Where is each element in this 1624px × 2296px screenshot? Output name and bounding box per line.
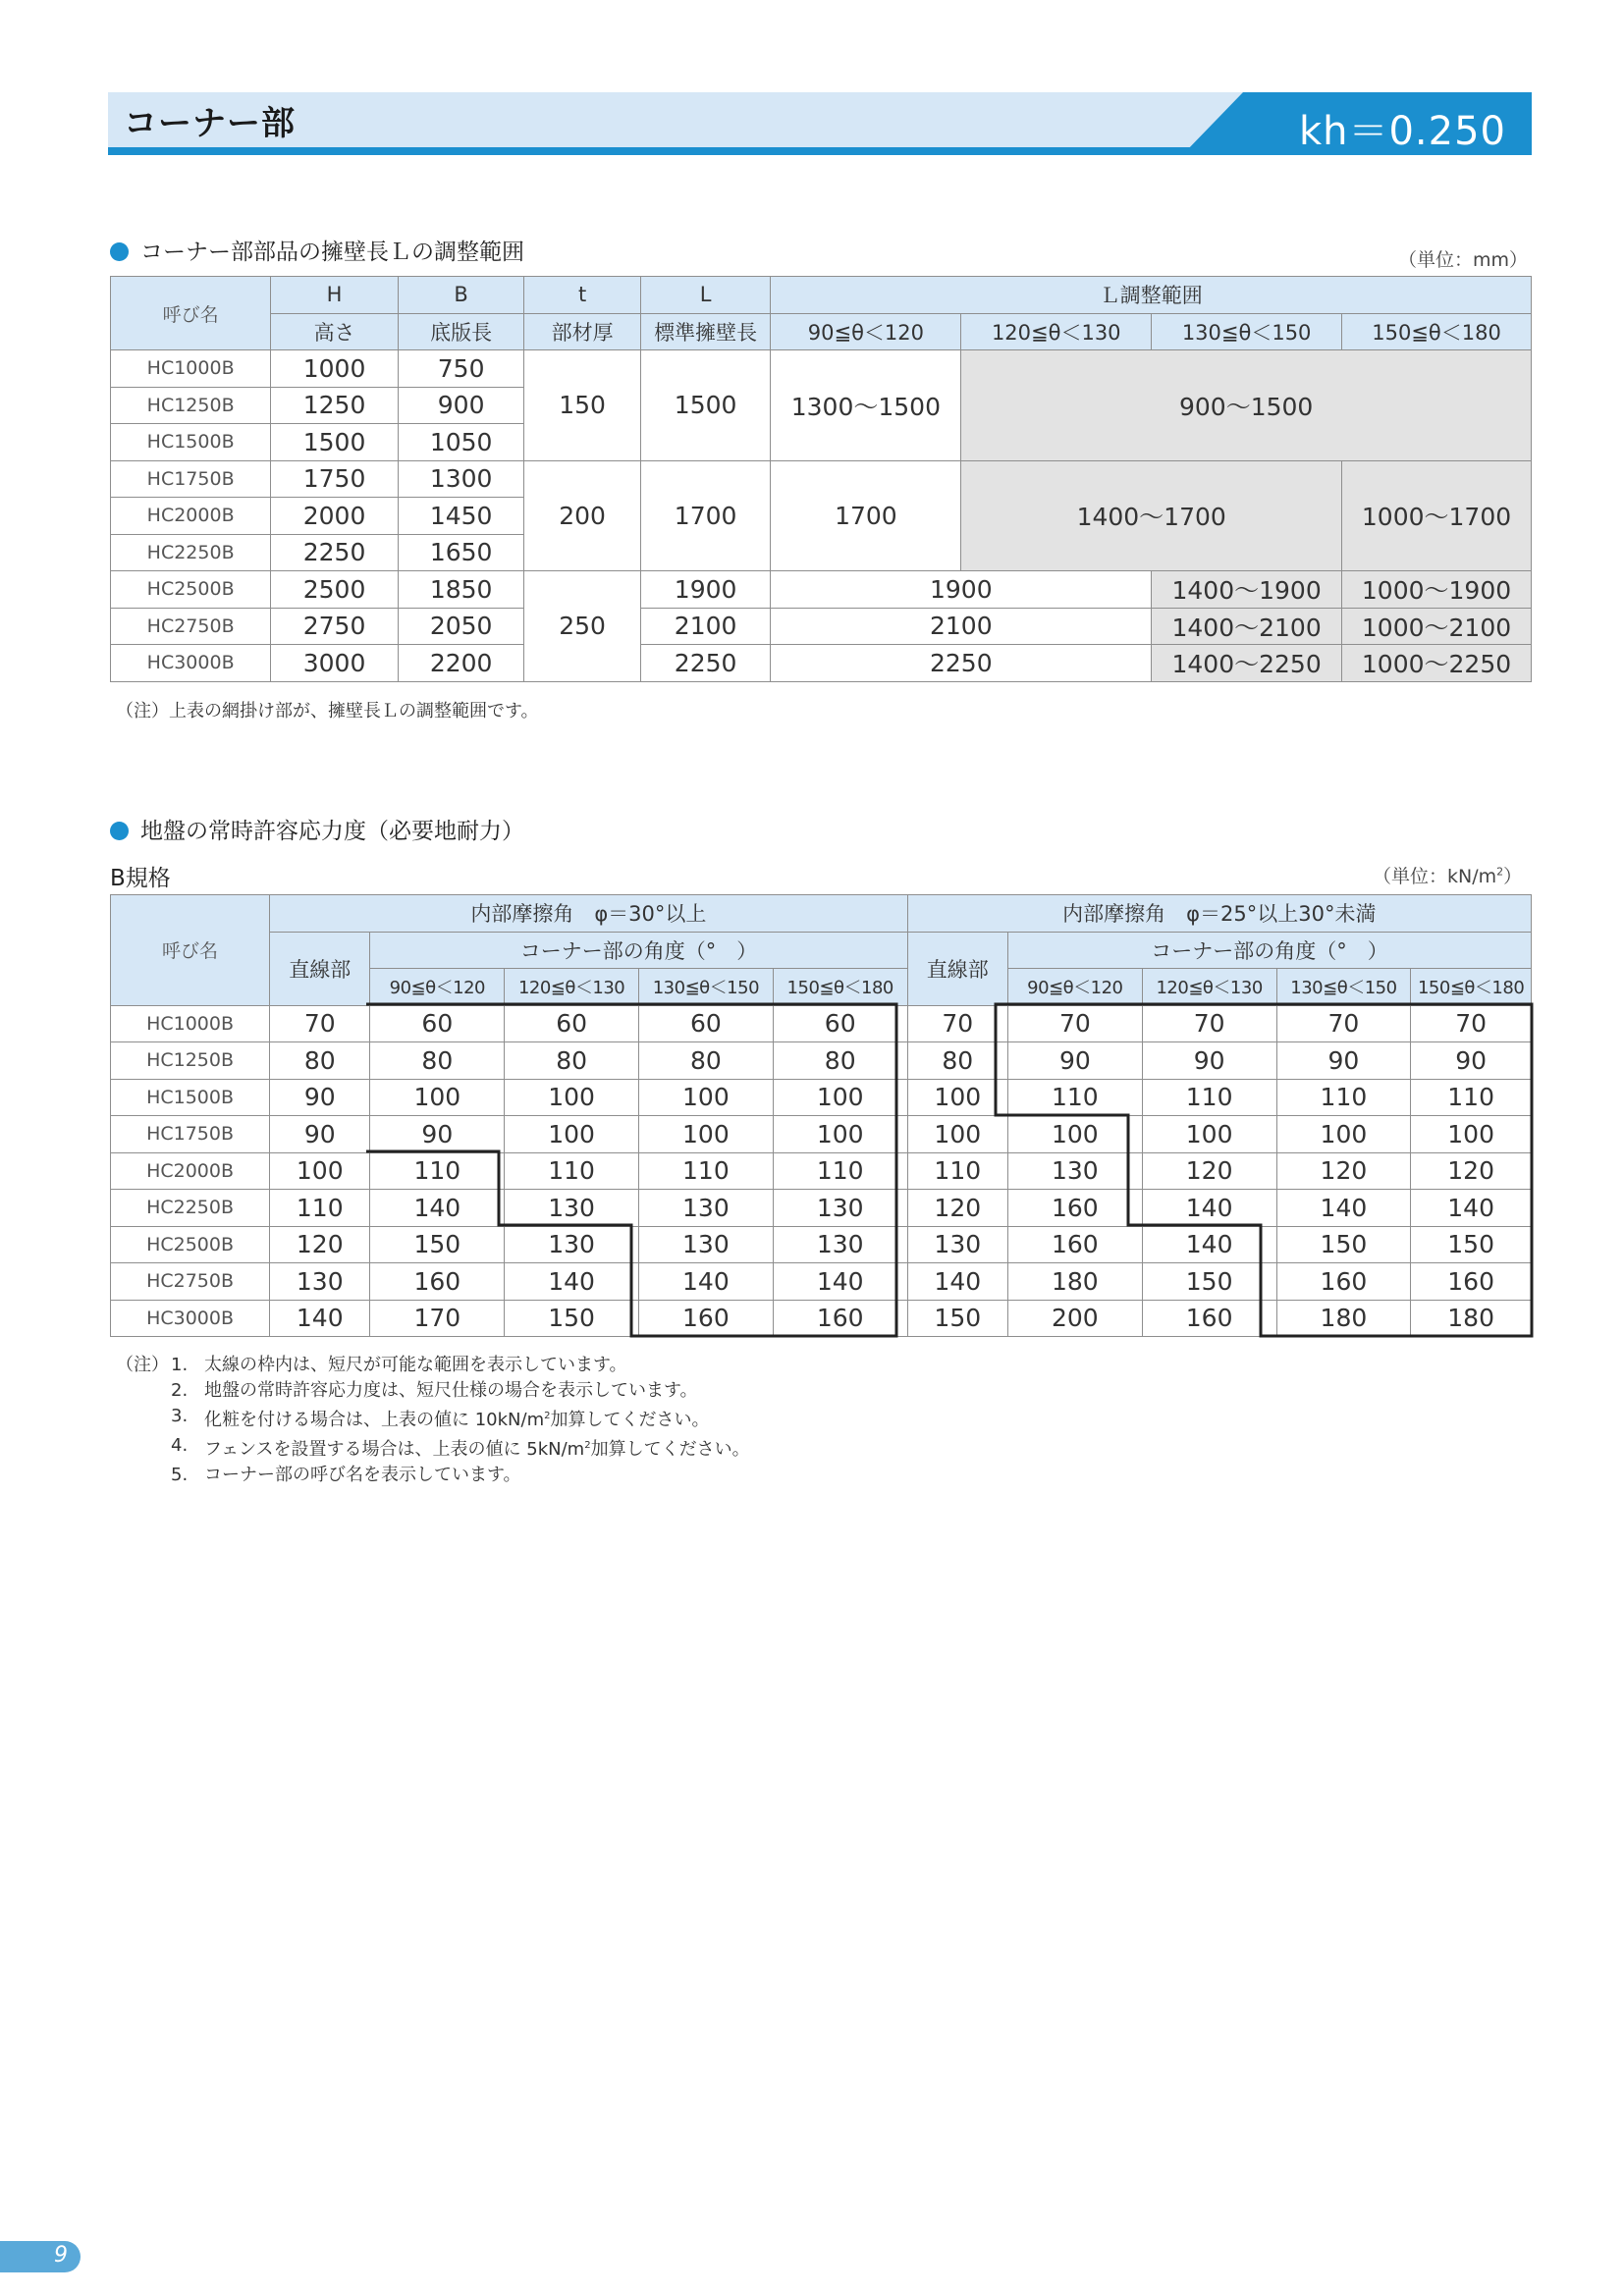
header-angle-1: 90≦θ＜120 bbox=[1007, 969, 1142, 1006]
table-row bbox=[111, 1300, 1532, 1337]
cell-corner: 70 bbox=[1411, 1005, 1532, 1042]
cell-name: HC1750B bbox=[111, 1116, 270, 1153]
section1-title bbox=[110, 234, 524, 266]
cell-straight: 90 bbox=[270, 1079, 370, 1116]
table-row bbox=[111, 1263, 1532, 1301]
cell-h: 2250 bbox=[271, 534, 399, 571]
cell-corner: 90 bbox=[1007, 1042, 1142, 1080]
table-row bbox=[111, 1116, 1532, 1153]
cell-straight: 100 bbox=[270, 1152, 370, 1190]
note-text-post: 加算してください。 bbox=[590, 1439, 750, 1460]
cell-l: 1900 bbox=[640, 571, 771, 609]
cell-straight: 130 bbox=[270, 1263, 370, 1301]
cell-corner: 60 bbox=[505, 1005, 639, 1042]
kh-value: kh＝0.250 bbox=[1298, 109, 1506, 153]
cell-range: 1700 bbox=[771, 460, 961, 571]
cell-b: 1300 bbox=[398, 460, 524, 498]
cell-corner: 120 bbox=[1276, 1152, 1411, 1190]
cell-corner: 130 bbox=[773, 1190, 907, 1227]
cell-corner: 70 bbox=[1007, 1005, 1142, 1042]
cell-h: 1500 bbox=[271, 424, 399, 461]
cell-corner: 150 bbox=[1142, 1263, 1276, 1301]
cell-straight: 110 bbox=[270, 1190, 370, 1227]
cell-name: HC2000B bbox=[111, 1152, 270, 1190]
cell-b: 2050 bbox=[398, 608, 524, 645]
header-t-label: 部材厚 bbox=[524, 313, 640, 350]
cell-corner: 130 bbox=[639, 1190, 774, 1227]
cell-h: 1750 bbox=[271, 460, 399, 498]
cell-range-shaded: 900～1500 bbox=[961, 350, 1532, 461]
table-row bbox=[111, 645, 1532, 682]
cell-straight: 100 bbox=[907, 1116, 1007, 1153]
cell-corner: 110 bbox=[370, 1152, 505, 1190]
cell-corner: 140 bbox=[1276, 1190, 1411, 1227]
note-sup: 2 bbox=[544, 1411, 551, 1421]
cell-corner: 160 bbox=[1411, 1263, 1532, 1301]
cell-name: HC1500B bbox=[111, 424, 271, 461]
cell-corner: 100 bbox=[370, 1079, 505, 1116]
cell-l: 1700 bbox=[640, 460, 771, 571]
cell-b: 750 bbox=[398, 350, 524, 388]
cell-corner: 140 bbox=[1142, 1190, 1276, 1227]
cell-b: 2200 bbox=[398, 645, 524, 682]
cell-h: 2500 bbox=[271, 571, 399, 609]
cell-corner: 60 bbox=[639, 1005, 774, 1042]
cell-range: 1900 bbox=[771, 571, 1152, 609]
cell-corner: 140 bbox=[1411, 1190, 1532, 1227]
cell-t: 250 bbox=[524, 571, 640, 682]
header-b: B bbox=[398, 277, 524, 314]
header-name: 呼び名 bbox=[111, 277, 271, 350]
cell-b: 900 bbox=[398, 387, 524, 424]
cell-corner: 80 bbox=[773, 1042, 907, 1080]
cell-name: HC2500B bbox=[111, 1226, 270, 1263]
cell-h: 1250 bbox=[271, 387, 399, 424]
note-item bbox=[116, 1353, 750, 1378]
note-sup: 2 bbox=[584, 1440, 591, 1451]
cell-corner: 110 bbox=[1142, 1079, 1276, 1116]
header-angle-1: 90≦θ＜120 bbox=[370, 969, 505, 1006]
header-angle-2: 120≦θ＜130 bbox=[961, 313, 1152, 350]
cell-name: HC2750B bbox=[111, 1263, 270, 1301]
cell-corner: 80 bbox=[370, 1042, 505, 1080]
cell-corner: 130 bbox=[1007, 1152, 1142, 1190]
header-name: 呼び名 bbox=[111, 895, 270, 1006]
bullet-icon bbox=[110, 822, 129, 840]
cell-corner: 170 bbox=[370, 1300, 505, 1337]
cell-corner: 100 bbox=[1142, 1116, 1276, 1153]
cell-name: HC3000B bbox=[111, 645, 271, 682]
cell-straight: 120 bbox=[270, 1226, 370, 1263]
cell-corner: 150 bbox=[505, 1300, 639, 1337]
header-l-label: 標準擁壁長 bbox=[640, 313, 771, 350]
table-row bbox=[111, 460, 1532, 498]
section2-title bbox=[110, 813, 524, 845]
header-corner: コーナー部の角度（° ） bbox=[1007, 932, 1531, 969]
cell-name: HC1250B bbox=[111, 387, 271, 424]
note-text-pre: 化粧を付ける場合は、上表の値に 10kN/m bbox=[204, 1410, 545, 1430]
cell-straight: 70 bbox=[907, 1005, 1007, 1042]
cell-corner: 130 bbox=[773, 1226, 907, 1263]
page-number: 9 bbox=[54, 2243, 68, 2268]
bullet-icon bbox=[110, 242, 129, 261]
cell-corner: 140 bbox=[773, 1263, 907, 1301]
section2-unit bbox=[1373, 862, 1522, 888]
cell-corner: 110 bbox=[1007, 1079, 1142, 1116]
note-item bbox=[116, 1433, 750, 1463]
cell-corner: 200 bbox=[1007, 1300, 1142, 1337]
cell-corner: 60 bbox=[370, 1005, 505, 1042]
cell-corner: 100 bbox=[505, 1079, 639, 1116]
cell-corner: 110 bbox=[1276, 1079, 1411, 1116]
cell-corner: 100 bbox=[773, 1116, 907, 1153]
cell-corner: 100 bbox=[639, 1079, 774, 1116]
cell-corner: 60 bbox=[773, 1005, 907, 1042]
cell-name: HC2250B bbox=[111, 1190, 270, 1227]
section2-subtitle: B規格 bbox=[110, 866, 171, 891]
header-range: Ｌ調整範囲 bbox=[771, 277, 1532, 314]
cell-corner: 130 bbox=[639, 1226, 774, 1263]
note-text: コーナー部の呼び名を表示しています。 bbox=[204, 1465, 521, 1485]
header-h-label: 高さ bbox=[271, 313, 399, 350]
cell-straight: 120 bbox=[907, 1190, 1007, 1227]
section1-unit: （単位：mm） bbox=[1398, 249, 1529, 271]
header-straight: 直線部 bbox=[907, 932, 1007, 1005]
header-angle-3: 130≦θ＜150 bbox=[1152, 313, 1342, 350]
cell-range-shaded: 1400～2250 bbox=[1152, 645, 1342, 682]
header-angle-1: 90≦θ＜120 bbox=[771, 313, 961, 350]
cell-name: HC1250B bbox=[111, 1042, 270, 1080]
cell-corner: 140 bbox=[1142, 1226, 1276, 1263]
cell-corner: 150 bbox=[1276, 1226, 1411, 1263]
header-angle-3: 130≦θ＜150 bbox=[1276, 969, 1411, 1006]
header-angle-3: 130≦θ＜150 bbox=[639, 969, 774, 1006]
cell-straight: 80 bbox=[907, 1042, 1007, 1080]
table-row bbox=[111, 1226, 1532, 1263]
cell-corner: 100 bbox=[505, 1116, 639, 1153]
cell-corner: 100 bbox=[1411, 1116, 1532, 1153]
cell-name: HC2500B bbox=[111, 571, 271, 609]
cell-corner: 160 bbox=[1007, 1190, 1142, 1227]
header-l: L bbox=[640, 277, 771, 314]
cell-b: 1050 bbox=[398, 424, 524, 461]
cell-range-shaded: 1400～1700 bbox=[961, 460, 1342, 571]
cell-corner: 90 bbox=[1142, 1042, 1276, 1080]
header-straight: 直線部 bbox=[270, 932, 370, 1005]
note-item bbox=[116, 1463, 750, 1488]
cell-corner: 80 bbox=[505, 1042, 639, 1080]
header-phi30: 内部摩擦角 φ＝30°以上 bbox=[270, 895, 908, 933]
note-text: 太線の枠内は、短尺が可能な範囲を表示しています。 bbox=[204, 1355, 627, 1375]
table-row bbox=[111, 1079, 1532, 1116]
cell-corner: 160 bbox=[370, 1263, 505, 1301]
note-number: 4. bbox=[171, 1435, 189, 1456]
cell-straight: 150 bbox=[907, 1300, 1007, 1337]
note-prefix: （注） bbox=[116, 1355, 169, 1375]
cell-t: 150 bbox=[524, 350, 640, 461]
cell-name: HC3000B bbox=[111, 1300, 270, 1337]
length-range-table bbox=[110, 276, 1532, 682]
cell-range-shaded: 1000～2100 bbox=[1342, 608, 1532, 645]
section2-notes bbox=[116, 1353, 750, 1488]
header-angle-4: 150≦θ＜180 bbox=[1411, 969, 1532, 1006]
cell-name: HC1500B bbox=[111, 1079, 270, 1116]
cell-straight: 110 bbox=[907, 1152, 1007, 1190]
cell-name: HC1000B bbox=[111, 350, 271, 388]
cell-t: 200 bbox=[524, 460, 640, 571]
cell-corner: 70 bbox=[1142, 1005, 1276, 1042]
table-row bbox=[111, 1152, 1532, 1190]
header-corner: コーナー部の角度（° ） bbox=[370, 932, 907, 969]
page-title: コーナー部 bbox=[124, 104, 296, 143]
header-t: t bbox=[524, 277, 640, 314]
cell-corner: 110 bbox=[505, 1152, 639, 1190]
cell-corner: 160 bbox=[1276, 1263, 1411, 1301]
cell-range: 1300～1500 bbox=[771, 350, 961, 461]
cell-corner: 90 bbox=[370, 1116, 505, 1153]
cell-corner: 80 bbox=[639, 1042, 774, 1080]
note-text-post: 加算してください。 bbox=[550, 1410, 710, 1430]
cell-corner: 160 bbox=[1142, 1300, 1276, 1337]
cell-corner: 100 bbox=[1007, 1116, 1142, 1153]
header-angle-4: 150≦θ＜180 bbox=[1342, 313, 1532, 350]
header-phi25: 内部摩擦角 φ＝25°以上30°未満 bbox=[907, 895, 1531, 933]
note-number: 2. bbox=[171, 1380, 189, 1401]
note-text bbox=[204, 1404, 710, 1433]
cell-straight: 140 bbox=[270, 1300, 370, 1337]
note-item bbox=[116, 1404, 750, 1433]
table-row bbox=[111, 1190, 1532, 1227]
cell-corner: 130 bbox=[505, 1190, 639, 1227]
cell-h: 2000 bbox=[271, 498, 399, 535]
cell-corner: 100 bbox=[1276, 1116, 1411, 1153]
cell-b: 1650 bbox=[398, 534, 524, 571]
cell-straight: 80 bbox=[270, 1042, 370, 1080]
cell-corner: 130 bbox=[505, 1226, 639, 1263]
cell-straight: 100 bbox=[907, 1079, 1007, 1116]
cell-range-shaded: 1000～2250 bbox=[1342, 645, 1532, 682]
cell-straight: 70 bbox=[270, 1005, 370, 1042]
cell-corner: 90 bbox=[1411, 1042, 1532, 1080]
cell-corner: 180 bbox=[1276, 1300, 1411, 1337]
header-angle-2: 120≦θ＜130 bbox=[505, 969, 639, 1006]
cell-range-shaded: 1000～1700 bbox=[1342, 460, 1532, 571]
note-text-pre: フェンスを設置する場合は、上表の値に 5kN/m bbox=[204, 1439, 585, 1460]
unit-close: ） bbox=[1503, 866, 1523, 887]
cell-straight: 130 bbox=[907, 1226, 1007, 1263]
cell-corner: 150 bbox=[1411, 1226, 1532, 1263]
cell-h: 3000 bbox=[271, 645, 399, 682]
unit-text: （単位：kN/m bbox=[1373, 866, 1497, 887]
cell-name: HC2000B bbox=[111, 498, 271, 535]
cell-b: 1450 bbox=[398, 498, 524, 535]
cell-corner: 160 bbox=[773, 1300, 907, 1337]
note-item bbox=[116, 1378, 750, 1404]
cell-l: 1500 bbox=[640, 350, 771, 461]
cell-corner: 160 bbox=[639, 1300, 774, 1337]
cell-corner: 110 bbox=[1411, 1079, 1532, 1116]
header-angle-4: 150≦θ＜180 bbox=[773, 969, 907, 1006]
section1-note: （注）上表の網掛け部が、擁壁長Ｌの調整範囲です。 bbox=[116, 701, 539, 721]
header-angle-2: 120≦θ＜130 bbox=[1142, 969, 1276, 1006]
table-row bbox=[111, 350, 1532, 388]
cell-l: 2250 bbox=[640, 645, 771, 682]
cell-straight: 90 bbox=[270, 1116, 370, 1153]
table-row bbox=[111, 608, 1532, 645]
cell-corner: 140 bbox=[505, 1263, 639, 1301]
cell-corner: 70 bbox=[1276, 1005, 1411, 1042]
cell-name: HC1750B bbox=[111, 460, 271, 498]
table-row bbox=[111, 571, 1532, 609]
unit-sup: 2 bbox=[1496, 865, 1504, 879]
table-row bbox=[111, 1005, 1532, 1042]
cell-straight: 140 bbox=[907, 1263, 1007, 1301]
cell-range: 2100 bbox=[771, 608, 1152, 645]
cell-corner: 140 bbox=[639, 1263, 774, 1301]
cell-corner: 180 bbox=[1007, 1263, 1142, 1301]
cell-corner: 110 bbox=[639, 1152, 774, 1190]
cell-corner: 120 bbox=[1411, 1152, 1532, 1190]
cell-corner: 150 bbox=[370, 1226, 505, 1263]
cell-range-shaded: 1000～1900 bbox=[1342, 571, 1532, 609]
note-text bbox=[204, 1433, 750, 1463]
note-number: 5. bbox=[171, 1465, 189, 1485]
cell-corner: 100 bbox=[639, 1116, 774, 1153]
cell-corner: 140 bbox=[370, 1190, 505, 1227]
table-row bbox=[111, 1042, 1532, 1080]
header-h: H bbox=[271, 277, 399, 314]
cell-corner: 120 bbox=[1142, 1152, 1276, 1190]
cell-name: HC1000B bbox=[111, 1005, 270, 1042]
cell-b: 1850 bbox=[398, 571, 524, 609]
note-number: 1. bbox=[171, 1355, 189, 1375]
cell-range-shaded: 1400～2100 bbox=[1152, 608, 1342, 645]
cell-name: HC2750B bbox=[111, 608, 271, 645]
cell-name: HC2250B bbox=[111, 534, 271, 571]
note-text: 地盤の常時許容応力度は、短尺仕様の場合を表示しています。 bbox=[204, 1380, 698, 1401]
note-number: 3. bbox=[171, 1406, 189, 1426]
cell-l: 2100 bbox=[640, 608, 771, 645]
cell-corner: 110 bbox=[773, 1152, 907, 1190]
header-b-label: 底版長 bbox=[398, 313, 524, 350]
cell-corner: 180 bbox=[1411, 1300, 1532, 1337]
cell-corner: 160 bbox=[1007, 1226, 1142, 1263]
cell-corner: 100 bbox=[773, 1079, 907, 1116]
bearing-capacity-table bbox=[110, 894, 1532, 1337]
cell-range: 2250 bbox=[771, 645, 1152, 682]
cell-h: 2750 bbox=[271, 608, 399, 645]
page-number-tab bbox=[0, 2241, 81, 2272]
cell-range-shaded: 1400～1900 bbox=[1152, 571, 1342, 609]
kh-badge bbox=[1184, 92, 1532, 153]
cell-h: 1000 bbox=[271, 350, 399, 388]
section1-title-text: コーナー部部品の擁壁長Ｌの調整範囲 bbox=[140, 240, 524, 265]
section2-title-text: 地盤の常時許容応力度（必要地耐力） bbox=[140, 819, 524, 844]
cell-corner: 90 bbox=[1276, 1042, 1411, 1080]
